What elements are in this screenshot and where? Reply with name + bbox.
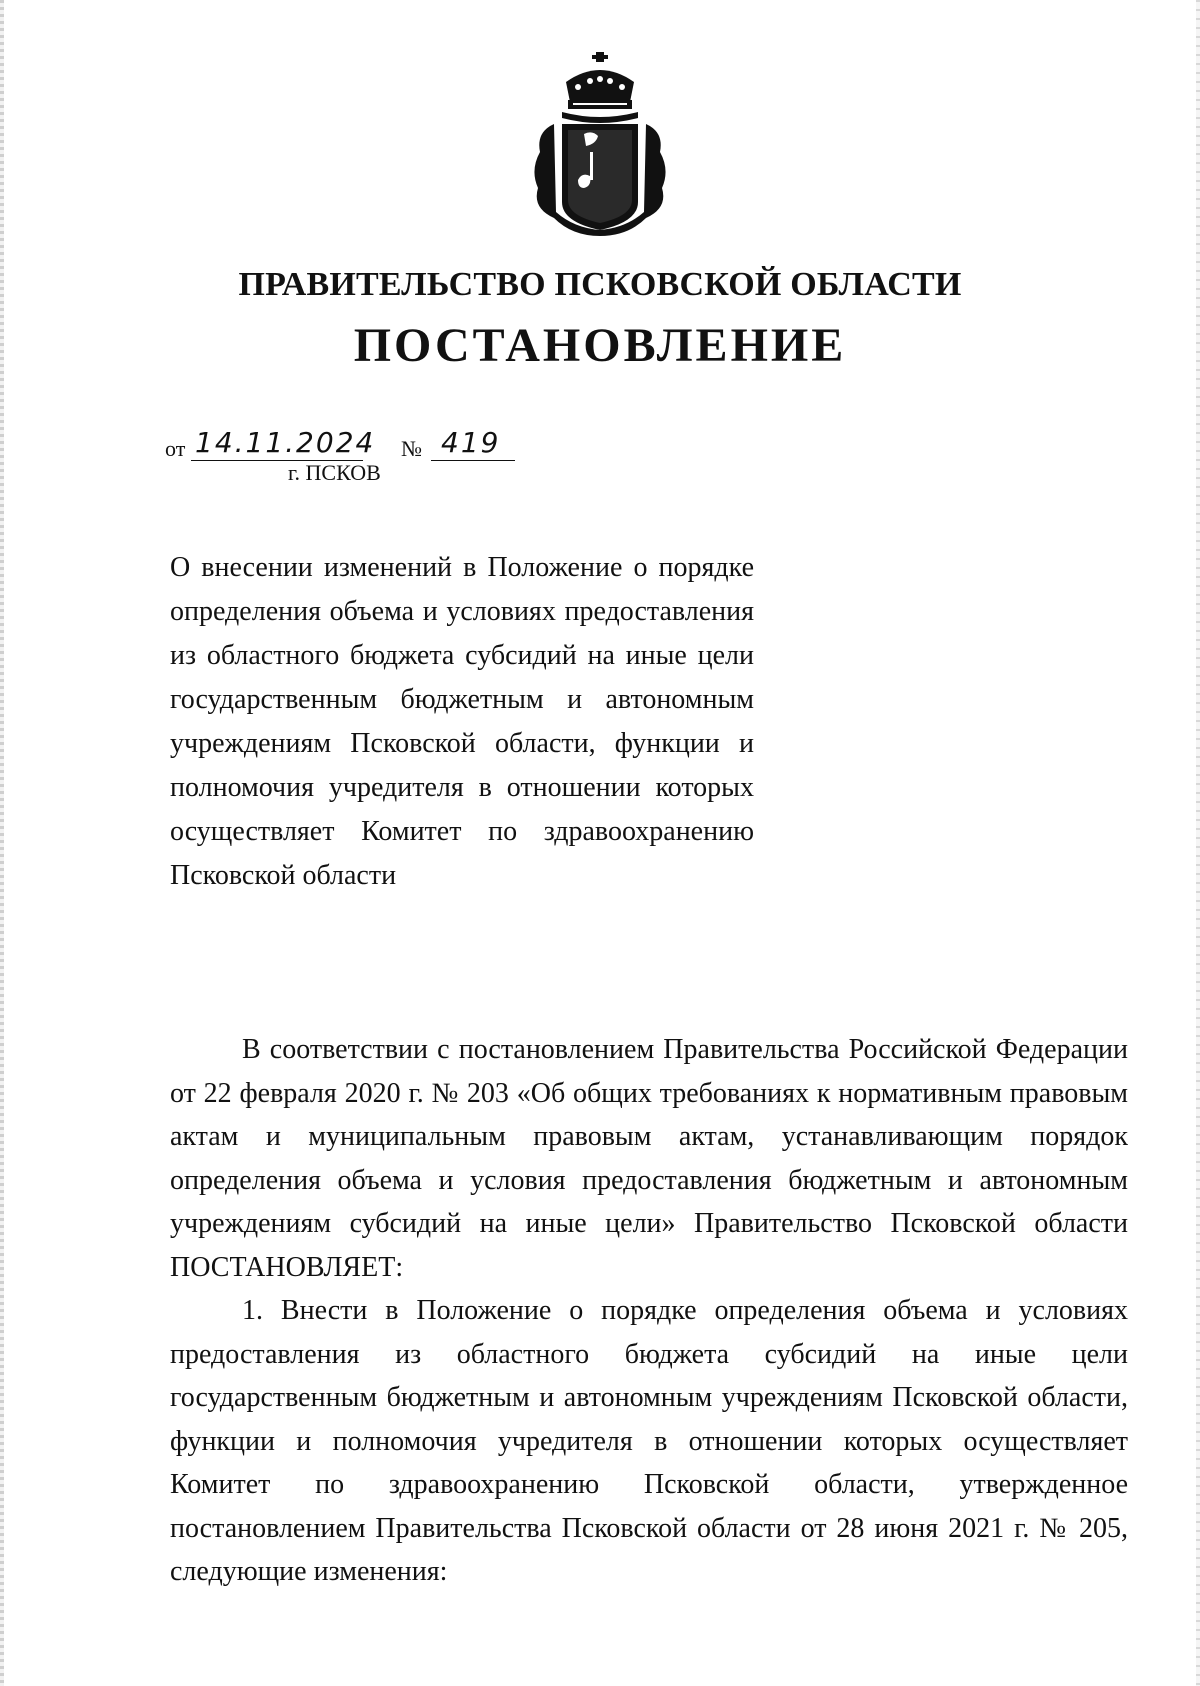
document-type: ПОСТАНОВЛЕНИЕ — [353, 319, 847, 372]
government-title: ПРАВИТЕЛЬСТВО ПСКОВСКОЙ ОБЛАСТИ — [238, 266, 962, 303]
city: г. ПСКОВ — [288, 460, 381, 485]
document-body — [170, 1028, 1128, 1594]
number-underline — [431, 460, 515, 461]
document-number: 419 — [441, 426, 501, 459]
date-prefix: от — [165, 436, 186, 461]
body-paragraph-preamble: В соответствии с постановлением Правительства Российской Федерации от 22 февраля 2020 г. № 203 «Об общих требованиях к нормативным правовым актам и муниципальным правовым актам, устанавливающим порядок определения объема и условия предоставления бюджетным и автономным учреждениям субсидий на иные цели» Правительство Псковской области ПОСТАНОВЛЯЕТ: — [170, 1034, 1128, 1283]
body-paragraph-item-1: 1. Внести в Положение о порядке определения объема и условиях предоставления из областного бюджета субсидий на иные цели государственным бюджетным и автономным учреждениям Псковской области, функции и полномочия учредителя в отношении которых осуществляет Комитет по здравоохранению Псковской области, утвержденное постановлением Правительства Псковской области от 28 июня 2021 г. № 205, следующие изменения: — [170, 1295, 1128, 1587]
document-subject: О внесении изменений в Положение о порядке определения объема и условиях предоставления из областного бюджета субсидий на иные цели государственным бюджетным и автономным учреждениям Псковской области, функции и полномочия учредителя в отношении которых осуществляет Комитет по здравоохранению Псковской области — [170, 552, 754, 891]
coat-of-arms-icon — [526, 52, 674, 238]
number-prefix: № — [401, 436, 422, 461]
scan-edge-left — [0, 0, 4, 1686]
scan-edge-right — [1196, 0, 1200, 1686]
document-date: 14.11.2024 — [195, 426, 376, 459]
